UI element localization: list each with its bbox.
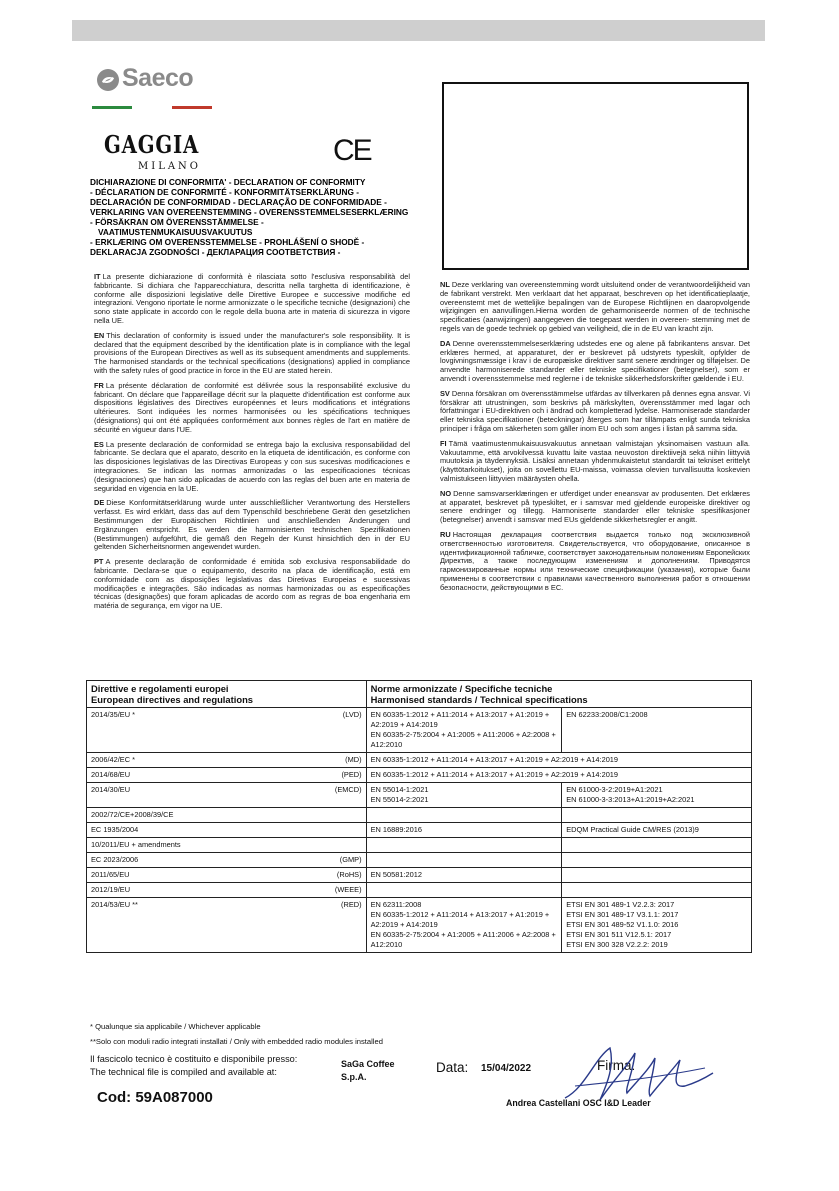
directive-cell [87, 883, 367, 898]
table-row [87, 883, 752, 898]
directive-cell [87, 783, 367, 808]
directive-cell [87, 768, 367, 783]
table-row [87, 853, 752, 868]
standard-cell: EN 16889:2016 [366, 823, 562, 838]
table-body [87, 708, 752, 953]
paragraph-no: NO Denne samsvarserklæringen er utferdiget under eneansvar av produsenten. Det erklæres at apparatet, beskrevet på typeskiltet, er i samsvar med gjeldende europeiske direktiver og senere endringer og tillegg. Harmoniserte standarder eller tekniske spesifikasjoner (betegnelser) anvendt i samsvar med EUs gjeldende sikkerhetsregler er angitt. [440, 488, 750, 525]
right-language-column [440, 281, 750, 599]
table-row [87, 808, 752, 823]
title-line: DEKLARACJA ZGODNOŚCI - ДЕКЛАРАЦИЯ СООТВЕТСТВИЯ - [90, 247, 341, 257]
directive-code: (RoHS) [336, 870, 362, 879]
gaggia-subtitle: MILANO [138, 161, 201, 172]
left-language-column [94, 273, 410, 617]
table-row [87, 898, 752, 953]
standard-cell: EN 62233:2008/C1:2008 [562, 708, 752, 753]
paragraph-fr: FR La présente déclaration de conformité est délivrée sous la responsabilité exclusive du fabricant. On déclare que l'appareillage décrit sur la plaquette d'identification est conforme aux dispositions législatives des Directives européennes et leurs modifications et intégrations ultérieures. Sont indiquées les normes harmonisées ou les spécifications techniques (désignations) qui ont été appliquées conformément aux bonnes règles de l'art en matière de sécurité en vigueur dans l'UE. [94, 380, 410, 434]
paragraph-sv: SV Denna försäkran om överensstämmelse utfärdas av tillverkaren på dennes egna ansvar. Vi försäkrar att utrustningen, som beskrivs på märkskylten, överensstämmer med lagar och författningar i EU-direktiven och i ändrad och kompletterad lydelse. Harmoniserade standarder eller tekniska specifikationer (beteckningar) återges som har tillämpats enligt sunda tekniska principer i fråga om säkerheten som gäller inom EU och som anges i listan på samma sida. [440, 388, 750, 433]
date-value: 15/04/2022 [481, 1063, 532, 1074]
gaggia-wordmark: GAGGIA [104, 130, 200, 159]
directive-code: (EMCD) [334, 785, 362, 794]
directive-id: 2011/65/EU [91, 870, 130, 879]
company-name: SaGa Coffee S.p.A. [341, 1059, 395, 1082]
directive-cell [87, 808, 367, 823]
standard-cell [366, 883, 562, 898]
directive-code: (RED) [341, 900, 362, 909]
standard-cell: EN 55014-1:2021 EN 55014-2:2021 [366, 783, 562, 808]
directive-cell [87, 838, 367, 853]
table-row [87, 823, 752, 838]
paragraph-da: DA Denne overensstemmelseserklæring udstedes ene og alene på fabrikantens ansvar. Det erklæres hermed, at apparaturet, der er beskrevet på udstyrets typeskilt, opfylder de lovgivningsmæssige i krav i de europæiske direktiver samt senere ændringer og tilføjelser. De anvendte harmoniserede standarder eller tekniske specifikationer (betegnelser), som er anvendt i overensstemmelse med reglerne i de tekniske sikkerhedsforskrifter gældende i EU. [440, 338, 750, 383]
top-gray-bar [72, 20, 765, 41]
title-line: - DÉCLARATION DE CONFORMITÉ - KONFORMITÄTSERKLÄRUNG - [90, 187, 360, 197]
standard-cell [366, 838, 562, 853]
standard-cell: EN 62311:2008 EN 60335-1:2012 + A11:2014 + A13:2017 + A1:2019 + A2:2019 + A14:2019 EN 60335-2-75:2004 + A1:2005 + A11:2006 + A2:2008 + A12:2010 [366, 898, 562, 953]
title-line: VAATIMUSTENMUKAISUUSVAKUUTUS [98, 227, 253, 237]
paragraph-ru: RU Настоящая декларация соответствия выдается только под эксклюзивной ответственностью изготовителя. Свидетельствуется, что оборудование, описанное в идентификационной табличке, соответствует законодательным положениям Европейских Директив, а также последующим изменениям и дополнениям. Приводятся гармонизированные нормы или технические спецификации (указания), которые были применены в соответствии с правилами качественного выполнения работ в отношении безопасности, действующими в ЕС. [440, 529, 750, 592]
declaration-title [90, 177, 435, 257]
standard-cell: EN 50581:2012 [366, 868, 562, 883]
table-header-directives: Direttive e regolamenti europei European directives and regulations [87, 681, 367, 708]
standard-cell: EN 60335-1:2012 + A11:2014 + A13:2017 + A1:2019 + A2:2019 + A14:2019 [366, 768, 751, 783]
standard-cell [366, 853, 562, 868]
standard-cell: ETSI EN 301 489-1 V2.2.3: 2017 ETSI EN 301 489-17 V3.1.1: 2017 ETSI EN 301 489-52 V1.1.0: 2016 ETSI EN 301 511 V12.5.1: 2017 ETSI EN 300 328 V2.2.2: 2019 [562, 898, 752, 953]
standard-cell: EN 60335-1:2012 + A11:2014 + A13:2017 + A1:2019 + A2:2019 + A14:2019 EN 60335-2-75:2004 + A1:2005 + A11:2006 + A2:2008 + A12:2010 [366, 708, 562, 753]
standard-cell [562, 883, 752, 898]
title-line: DECLARACIÓN DE CONFORMIDAD - DECLARAÇÃO DE CONFORMIDADE - [90, 197, 387, 207]
date-label: Data: [436, 1060, 469, 1075]
directive-id: 2002/72/CE+2008/39/CE [91, 810, 174, 819]
table-row [87, 783, 752, 808]
standard-cell [562, 838, 752, 853]
directive-code: (LVD) [342, 710, 362, 719]
directive-cell [87, 853, 367, 868]
paragraph-it: IT La presente dichiarazione di conformità è rilasciata sotto l'esclusiva responsabilità del fabbricante. Si dichiara che l'apparecchiatura, descritta nella targhetta di identificazione, è conforme alle disposizioni legislative delle Direttive Europee e successive modifiche ed integrazioni. Vengono riportate le norme armonizzate o le specifiche tecniche (designazioni) che sono state applicate in accordo con le regole della buona arte in materia di sicurezza in vigore nella UE. [94, 272, 410, 325]
standard-cell: EN 61000-3-2:2019+A1:2021 EN 61000-3-3:2013+A1:2019+A2:2021 [562, 783, 752, 808]
standard-cell: EN 60335-1:2012 + A11:2014 + A13:2017 + A1:2019 + A2:2019 + A14:2019 [366, 753, 751, 768]
table-row [87, 768, 752, 783]
table-row [87, 708, 752, 753]
standard-cell [366, 808, 562, 823]
directives-table [86, 680, 752, 953]
signature-label: Firma: [597, 1058, 636, 1073]
directive-id: EC 1935/2004 [91, 825, 139, 834]
standard-cell: EDQM Practical Guide CM/RES (2013)9 [562, 823, 752, 838]
directive-code: (WEEE) [334, 885, 362, 894]
footnote-radio: **Solo con moduli radio integrati installati / Only with embedded radio modules installed [90, 1037, 383, 1046]
footnote-applicable: * Qualunque sia applicabile / Whichever applicable [90, 1022, 261, 1031]
title-line: VERKLARING VAN OVEREENSTEMMING - OVERENSSTEMMELSESERKLÆRING [90, 207, 409, 217]
table-row [87, 868, 752, 883]
saeco-swirl-icon [96, 68, 120, 92]
directive-cell [87, 823, 367, 838]
saeco-wordmark: Saeco [122, 64, 194, 92]
directive-cell [87, 898, 367, 953]
directive-code: (PED) [341, 770, 362, 779]
directive-cell [87, 753, 367, 768]
directive-cell [87, 708, 367, 753]
saeco-logo [96, 62, 216, 102]
ce-mark: CE [333, 134, 371, 167]
directive-id: 2014/30/EU [91, 785, 131, 794]
paragraph-fi: FI Tämä vaatimustenmukaisuusvakuutus annetaan valmistajan yksinomaisen vastuun alla. Vakuutamme, että arvokilvessä kuvattu laite vastaa neuvoston direktiivejä sekä niihin liittyviä muutoksia ja täydennyksiä. Lisäksi annetaan yhdenmukaistetut standardit tai tekniset erittelyt (käyttötarkoitukset), joita on sovellettu EU-maissa, voimassa olevien turvallisuutta koskevien valmistukseen liittyvien määräysten ohella. [440, 438, 750, 483]
directive-id: 2012/19/EU [91, 885, 131, 894]
standard-cell [562, 808, 752, 823]
directive-id: EC 2023/2006 [91, 855, 139, 864]
directive-id: 2014/35/EU * [91, 710, 135, 719]
signer-name: Andrea Castellani OSC I&D Leader [506, 1098, 651, 1108]
directive-id: 2014/53/EU ** [91, 900, 138, 909]
table-row [87, 753, 752, 768]
title-line: - ERKLÆRING OM OVERENSSTEMMELSE - PROHLÁŠENÍ O SHODĚ - [90, 237, 365, 247]
table-header-row [87, 681, 752, 708]
directive-id: 2014/68/EU [91, 770, 131, 779]
directive-code: (MD) [345, 755, 362, 764]
document-code: Cod: 59A087000 [97, 1089, 213, 1106]
paragraph-en: EN This declaration of conformity is issued under the manufacturer's sole responsibility. It is declared that the equipment described by the identification plate is in compliance with the legal provisions of the European Directives as well as its subsequent amendments and supplements. The harmonised standards or the technical specifications (designations) applied in compliance with the safety rules of good practice in force in the EU are stated herein. [94, 330, 410, 375]
paragraph-pt: PT A presente declaração de conformidade é emitida sob exclusiva responsabilidade do fabricante. Declara-se que o equipamento, descrito na placa de identificação, está em conformidade com as disposições legislativas das Diretivas Europeias e sucessivas modificações e integrações. São indicadas as normas harmonizadas ou as especificações técnicas (designações) que foram aplicadas de acordo com as regras de boa engenharia em matéria de segurança, em vigor na UE. [94, 557, 410, 611]
technical-file-statement: Il fascicolo tecnico è costituito e disponibile presso: The technical file is compiled and available at: [90, 1054, 298, 1077]
table-header-standards: Norme armonizzate / Specifiche tecniche Harmonised standards / Technical specifications [366, 681, 751, 708]
italian-flag-stripe [92, 106, 212, 110]
paragraph-de: DE Diese Konformitätserklärung wurde unter ausschließlicher Verantwortung des Herstellers verfasst. Es wird erklärt, dass das auf dem Typenschild beschriebene Gerät den gesetzlichen Bestimmungen der Europäischen Richtlinien und anschließenden Änderungen und Ergänzungen entspricht. Es werden die harmonisierten technischen Spezifikationen (Bestimmungen) aufgeführt, die gemäß den Regeln der Kunst hinsichtlich den in der EU geltenden Sicherheitsnormen angewendet wurden. [94, 498, 410, 552]
standard-cell [562, 868, 752, 883]
standard-cell [562, 853, 752, 868]
directive-id: 10/2011/EU + amendments [91, 840, 181, 849]
paragraph-nl: NL Deze verklaring van overeenstemming wordt uitsluitend onder de verantwoordelijkheid van de fabrikant verstrekt. Men verklaart dat het apparaat, beschreven op het identificatieplaatje, overeenstemt met de wettelijke bepalingen van de Europese Richtlijnen en daaropvolgende wijzigingen en aanvullingen.Hierna worden de geharmoniseerde normen of de technische specificaties (aanwijzingen) aangegeven die toegepast werden in overeen- stemming met de regels van de goede techniek op gebied van veiligheid, die in de EU van kracht zijn. [440, 280, 750, 333]
table-row [87, 838, 752, 853]
title-line: - FÖRSÄKRAN OM ÖVERENSSTÄMMELSE - [90, 217, 264, 227]
gaggia-logo [104, 130, 204, 174]
stamp-box [442, 82, 749, 270]
directive-id: 2006/42/EC * [91, 755, 135, 764]
title-line: DICHIARAZIONE DI CONFORMITA' - DECLARATION OF CONFORMITY [90, 177, 366, 187]
directive-code: (GMP) [339, 855, 362, 864]
directive-cell [87, 868, 367, 883]
footnotes [90, 1019, 383, 1049]
paragraph-es: ES La presente declaración de conformidad se entrega bajo la exclusiva responsabilidad del fabricante. Se declara que el aparato, descrito en la etiqueta de identificación, es conforme con las disposiciones legislativas de las Directivas Europeas y con sus sucesivas modificaciones e integraciones. Se indican las normas armonizadas o las especificaciones técnicas (designaciones) que han sido aplicadas de acuerdo con las reglas del buen arte en materia de seguridad en vigencia en la UE. [94, 439, 410, 493]
